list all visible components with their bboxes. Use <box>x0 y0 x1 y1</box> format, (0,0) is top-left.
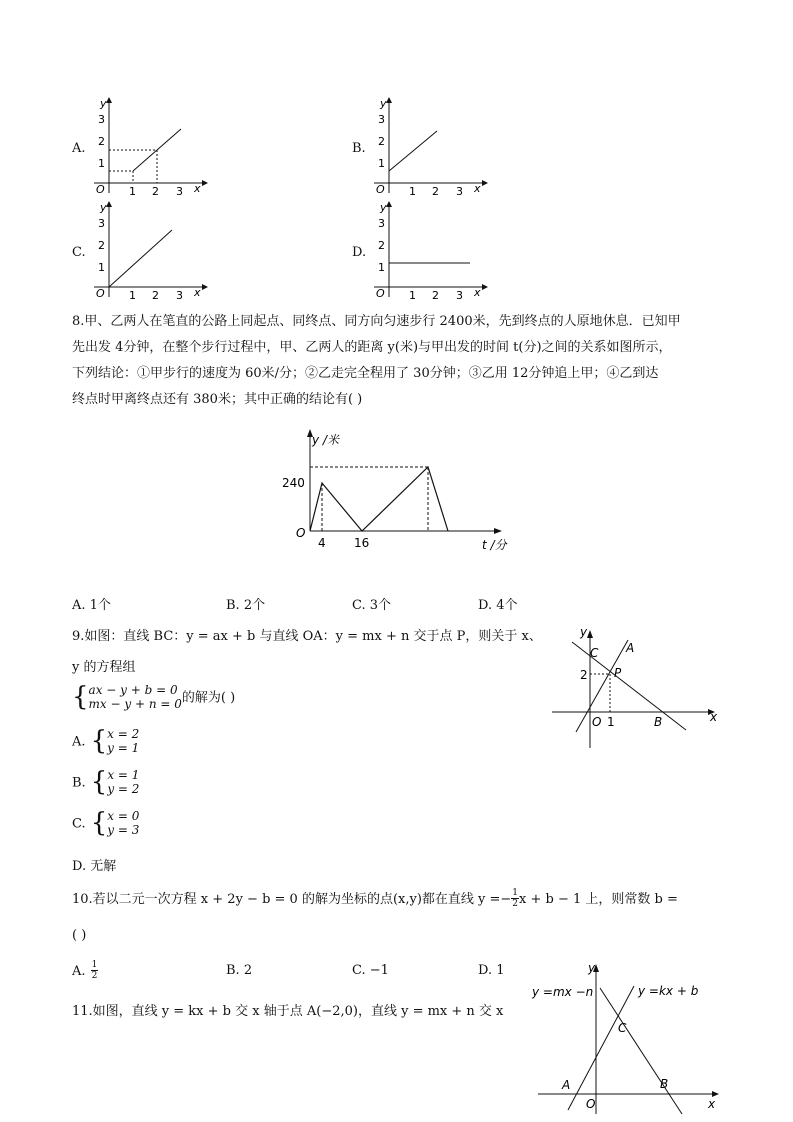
y-tick: 2 <box>98 239 105 252</box>
x-tick: 3 <box>456 185 463 195</box>
option-label: A. <box>72 964 86 979</box>
point-a-label: A <box>562 1078 571 1092</box>
fraction-denominator: 2 <box>512 899 519 909</box>
q9-system-eq2: mx − y + n = 0 <box>88 697 182 711</box>
y-tick: 3 <box>378 217 385 230</box>
q9-system <box>72 683 235 711</box>
origin-label: O <box>96 287 105 299</box>
point-a-label: A <box>626 641 635 655</box>
q7-graph-b <box>370 95 490 195</box>
q8-graph <box>276 425 526 560</box>
q8-line-4: 终点时甲离终点还有 380米；其中正确的结论有( ) <box>72 392 363 407</box>
fraction-denominator: 2 <box>91 971 98 981</box>
q9-option-b[interactable] <box>72 768 139 796</box>
brace-icon: { <box>90 726 108 756</box>
fraction-numerator: 1 <box>91 960 98 970</box>
q10-option-a[interactable] <box>72 960 98 981</box>
fraction <box>91 960 99 981</box>
y-tick: 3 <box>378 113 385 126</box>
q8-line-2: 先出发 4分钟，在整个步行过程中，甲、乙两人的距离 y(米)与甲出发的时间 t(分)之间的关系如图所示， <box>72 340 672 355</box>
y-axis-label: y <box>380 201 387 214</box>
option-label: C. <box>72 816 86 832</box>
origin-label: O <box>96 183 105 195</box>
y-axis-label: y <box>588 961 596 975</box>
fraction <box>511 888 519 909</box>
q9-suffix: 的解为( ) <box>181 690 236 706</box>
x-tick-4: 4 <box>318 536 326 550</box>
brace-icon: { <box>72 682 89 712</box>
q11-graph <box>530 958 725 1118</box>
origin-label: O <box>592 715 602 729</box>
q8-stem <box>72 309 732 413</box>
q10-option-c[interactable]: C. −1 <box>352 963 389 978</box>
x-tick: 2 <box>432 289 439 299</box>
point-b-label: B <box>660 1077 669 1091</box>
q9-line-2: y 的方程组 <box>72 660 136 675</box>
x-axis-label: x <box>474 182 481 195</box>
y-tick: 2 <box>378 239 385 252</box>
y-tick: 2 <box>378 135 385 148</box>
q8-option-b[interactable]: B. 2个 <box>226 598 266 613</box>
x-tick: 1 <box>129 185 136 195</box>
y-tick: 3 <box>98 113 105 126</box>
y-tick: 1 <box>378 261 385 274</box>
y-axis-label: y <box>580 625 588 639</box>
x-tick: 3 <box>456 289 463 299</box>
x-tick: 2 <box>152 185 159 195</box>
x-axis-label: t /分 <box>482 538 507 552</box>
q9-option-d[interactable]: D. 无解 <box>72 859 117 874</box>
x-axis-label: x <box>710 710 718 724</box>
x-tick: 1 <box>129 289 136 299</box>
q9-line-1: 9.如图：直线 BC：y = ax + b 与直线 OA：y = mx + n 交于点 P，则关于 x、 <box>72 629 542 644</box>
q8-line-3: 下列结论：①甲步行的速度为 60米/分；②乙走完全程用了 30分钟；③乙用 12分钟追上甲；④乙到达 <box>72 366 659 381</box>
q10-option-d[interactable]: D. 1 <box>478 963 505 978</box>
x-tick: 1 <box>409 289 416 299</box>
x-tick: 2 <box>432 185 439 195</box>
brace-icon: { <box>90 808 108 838</box>
point-c-label: C <box>590 646 599 660</box>
brace-icon: { <box>90 767 108 797</box>
y-tick: 3 <box>98 217 105 230</box>
eq1: x = 1 <box>107 768 140 782</box>
q7-option-b-label[interactable]: B. <box>352 141 366 156</box>
q8-option-c[interactable]: C. 3个 <box>352 598 392 613</box>
option-label: A. <box>72 734 86 750</box>
y-tick: 2 <box>98 135 105 148</box>
q8-option-d[interactable]: D. 4个 <box>478 598 518 613</box>
y-tick: 1 <box>98 261 105 274</box>
x-tick: 3 <box>176 289 183 299</box>
origin-label: O <box>376 287 385 299</box>
x-tick-1: 1 <box>607 715 615 729</box>
q9-graph <box>550 622 725 752</box>
eq2: y = 2 <box>107 782 140 796</box>
y-tick-2: 2 <box>580 668 588 682</box>
q10-stem <box>72 888 678 909</box>
x-tick: 3 <box>176 185 183 195</box>
eq2: y = 1 <box>107 741 140 755</box>
x-axis-label: x <box>708 1097 716 1111</box>
q7-option-a-label[interactable]: A. <box>72 141 86 156</box>
x-axis-label: x <box>194 182 201 195</box>
y-axis-label: y <box>380 97 387 110</box>
point-b-label: B <box>654 715 663 729</box>
y-tick-240: 240 <box>282 476 305 490</box>
line-kx-b-label: y =kx + b <box>638 984 699 998</box>
point-c-label: C <box>618 1021 627 1035</box>
origin-label: O <box>296 526 306 540</box>
q10-text-b: x + b − 1 上，则常数 b = <box>519 892 678 907</box>
q7-graph-d <box>370 199 490 299</box>
x-axis-label: x <box>194 286 201 299</box>
x-tick: 1 <box>409 185 416 195</box>
q10-option-b[interactable]: B. 2 <box>226 963 253 978</box>
q10-bracket: ( ) <box>72 928 87 943</box>
eq1: x = 2 <box>107 727 140 741</box>
y-tick: 1 <box>378 157 385 170</box>
q7-graph-c <box>90 199 210 299</box>
y-axis-label: y <box>100 97 107 110</box>
x-tick-16: 16 <box>354 536 370 550</box>
q8-line-1: 8.甲、乙两人在笔直的公路上同起点、同终点、同方向匀速步行 2400米，先到终点的人原地休息．已知甲 <box>72 314 681 329</box>
q7-option-d-label[interactable]: D. <box>352 245 367 260</box>
line-mx-n-label: y =mx −n <box>532 985 594 999</box>
y-axis-label: y <box>100 201 107 214</box>
q7-graph-a <box>90 95 210 195</box>
q9-system-eq1: ax − y + b = 0 <box>88 683 178 697</box>
q11-stem: 11.如图，直线 y = kx + b 交 x 轴于点 A(−2,0)，直线 y = mx + n 交 x <box>72 1004 504 1019</box>
q9-option-a[interactable] <box>72 727 139 755</box>
x-axis-label: x <box>474 286 481 299</box>
q10-text-a: 10.若以二元一次方程 x + 2y − b = 0 的解为坐标的点(x,y)都在直线 y =− <box>72 892 512 907</box>
q9-option-c[interactable] <box>72 809 139 837</box>
q7-option-c-label[interactable]: C. <box>72 245 86 260</box>
option-label: B. <box>72 775 86 791</box>
fraction-numerator: 1 <box>512 888 519 898</box>
eq1: x = 0 <box>107 809 140 823</box>
origin-label: O <box>376 183 385 195</box>
q8-option-a[interactable]: A. 1个 <box>72 598 111 613</box>
y-tick: 1 <box>98 157 105 170</box>
eq2: y = 3 <box>107 823 140 837</box>
y-axis-label: y /米 <box>312 433 339 447</box>
point-p-label: P <box>614 666 622 680</box>
x-tick: 2 <box>152 289 159 299</box>
origin-label: O <box>586 1097 596 1111</box>
